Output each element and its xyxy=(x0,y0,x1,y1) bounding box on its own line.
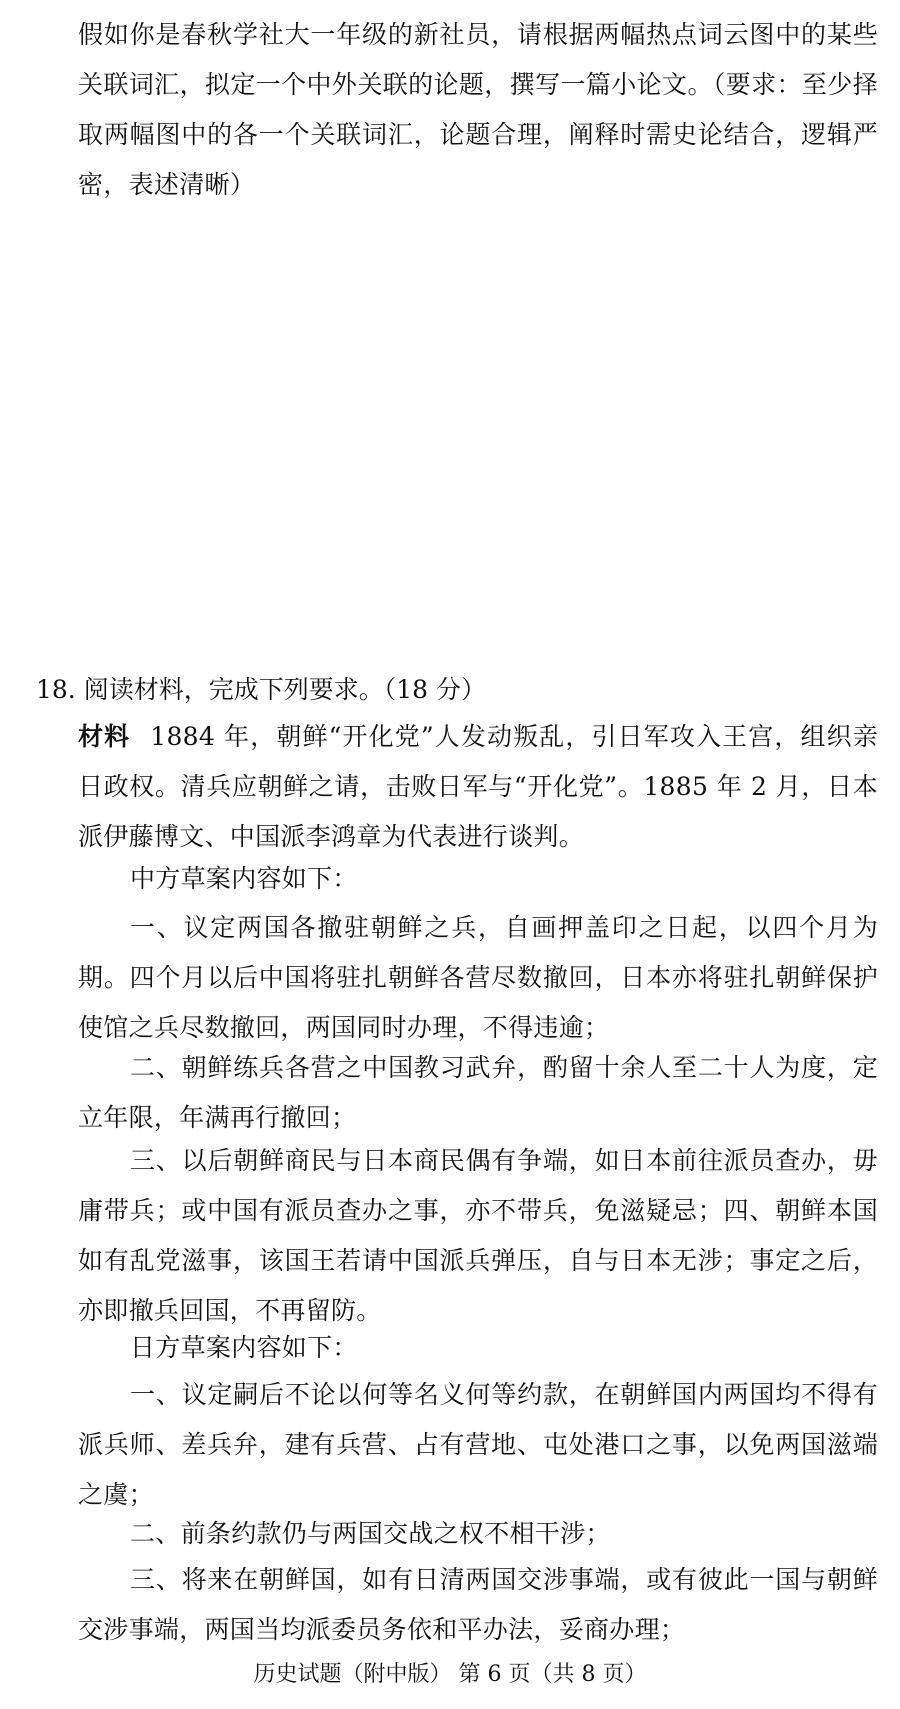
material-text: 1884 年，朝鲜“开化党”人发动叛乱，引日军攻入王宫，组织亲日政权。清兵应朝鲜之请，击败日军与“开化党”。1885 年 2 月，日本派伊藤博文、中国派李鸿章为代表进行谈判。 xyxy=(78,722,878,851)
jp-draft-item: 二、前条约款仍与两国交战之权不相干涉； xyxy=(130,1519,611,1548)
cn-draft-heading: 中方草案内容如下： xyxy=(130,864,358,893)
material-paragraph xyxy=(78,712,878,862)
jp-draft-item: 三、将来在朝鲜国，如有日清两国交涉事端，或有彼此一国与朝鲜交涉事端，两国当均派委员务依和平办法，妥商办理； xyxy=(78,1565,878,1644)
material-label: 材料 xyxy=(78,722,131,751)
question-18-heading: 18. 阅读材料，完成下列要求。（18 分） xyxy=(36,675,486,704)
cn-draft-item: 一、议定两国各撤驻朝鲜之兵，自画押盖印之日起，以四个月为期。四个月以后中国将驻扎朝鲜各营尽数撤回，日本亦将驻扎朝鲜保护使馆之兵尽数撤回，两国同时办理，不得违逾； xyxy=(78,913,878,1042)
essay-prompt: 假如你是春秋学社大一年级的新社员，请根据两幅热点词云图中的某些关联词汇，拟定一个中外关联的论题，撰写一篇小论文。（要求：至少择取两幅图中的各一个关联词汇，论题合理，阐释时需史论结合，逻辑严密，表述清晰） xyxy=(78,20,878,199)
cn-draft-item: 三、以后朝鲜商民与日本商民偶有争端，如日本前往派员查办，毋庸带兵；或中国有派员查办之事，亦不带兵，免滋疑忌；四、朝鲜本国如有乱党滋事，该国王若请中国派兵弹压，自与日本无涉；事定之后，亦即撤兵回国，不再留防。 xyxy=(78,1146,878,1325)
jp-draft-heading: 日方草案内容如下： xyxy=(130,1333,358,1362)
cn-draft-item: 二、朝鲜练兵各营之中国教习武弁，酌留十余人至二十人为度，定立年限，年满再行撤回； xyxy=(78,1053,878,1132)
page-footer: 历史试题（附中版） 第 6 页（共 8 页） xyxy=(253,1662,647,1687)
jp-draft-item: 一、议定嗣后不论以何等名义何等约款，在朝鲜国内两国均不得有派兵师、差兵弁，建有兵营、占有营地、屯处港口之事，以免两国滋端之虞； xyxy=(78,1380,878,1509)
